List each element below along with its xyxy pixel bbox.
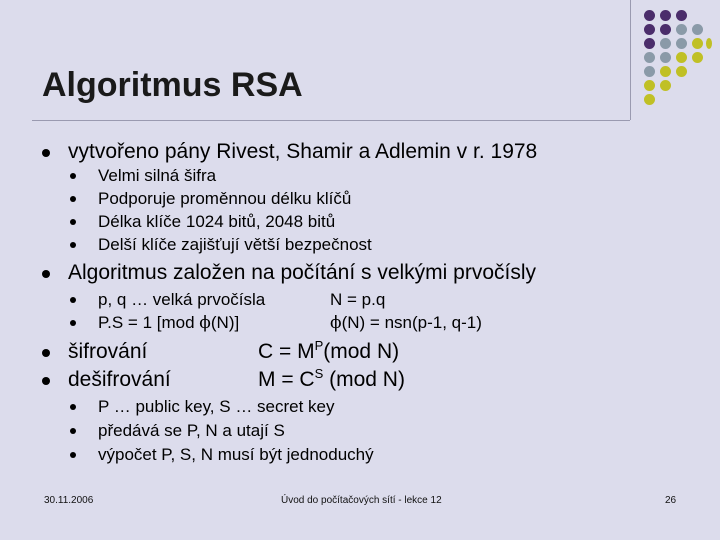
bullet-text: Velmi silná šifra [98, 166, 217, 185]
bullet-icon [42, 349, 50, 357]
bullet-icon [70, 173, 76, 179]
bullet-text: Delší klíče zajišťují větší bezpečnost [98, 235, 372, 254]
bullet-text: předává se P, N a utají S [98, 421, 285, 440]
dot [692, 38, 703, 49]
formula-text [330, 313, 482, 333]
bullet-icon [42, 377, 50, 385]
bullet-text: výpočet P, S, N musí být jednoduchý [98, 445, 374, 464]
dot [676, 24, 687, 35]
bullet-icon [70, 452, 76, 458]
bullet-text: Délka klíče 1024 bitů, 2048 bitů [98, 212, 336, 231]
vertical-divider [630, 0, 631, 120]
formula-text: N = p.q [330, 290, 386, 309]
dot [676, 10, 687, 21]
superscript: S [314, 366, 324, 381]
dot [660, 80, 671, 91]
text-part: P.S = 1 [mod [98, 313, 200, 332]
bullet-text: P … public key, S … secret key [98, 397, 335, 416]
dot [660, 24, 671, 35]
dot [676, 66, 687, 77]
dot [676, 52, 687, 63]
bullet-text: dešifrování [68, 368, 171, 391]
text-part: (mod N) [323, 340, 400, 363]
bullet-text: p, q … velká prvočísla [98, 290, 266, 309]
dot [644, 10, 655, 21]
title-divider [32, 120, 630, 121]
bullet-icon [42, 270, 50, 278]
dot [644, 52, 655, 63]
phi-symbol: ϕ [199, 313, 211, 333]
bullet-icon [70, 404, 76, 410]
dot [706, 38, 712, 49]
bullet-icon [70, 297, 76, 303]
bullet-text: Podporuje proměnnou délku klíčů [98, 189, 352, 208]
decorative-dot-grid [636, 10, 712, 104]
bullet-icon [70, 320, 76, 326]
dot [644, 80, 655, 91]
text-part: (N)] [210, 313, 240, 332]
bullet-text [98, 313, 239, 333]
dot [644, 24, 655, 35]
text-part: (N) = nsn(p-1, q-1) [341, 313, 482, 332]
dot [692, 52, 703, 63]
bullet-icon [42, 149, 50, 157]
bullet-text: vytvořeno pány Rivest, Shamir a Adlemin v r. 1978 [68, 140, 538, 163]
page-number: 26 [665, 495, 677, 506]
dot [660, 66, 671, 77]
formula-text [258, 368, 405, 392]
dot [644, 66, 655, 77]
dot [644, 94, 655, 105]
dot [692, 24, 703, 35]
text-part: C = M [258, 340, 315, 363]
dot [644, 38, 655, 49]
bullet-text: šifrování [68, 340, 148, 363]
dot [676, 38, 687, 49]
formula-text [258, 340, 399, 364]
phi-symbol: ϕ [330, 313, 342, 333]
superscript: P [314, 338, 324, 353]
footer-title: Úvod do počítačových sítí - lekce 12 [281, 495, 442, 506]
bullet-icon [70, 219, 76, 225]
text-part: (mod N) [323, 368, 405, 391]
dot [660, 38, 671, 49]
text-part: M = C [258, 368, 315, 391]
dot [660, 52, 671, 63]
bullet-text: Algoritmus založen na počítání s velkými prvočísly [68, 261, 537, 284]
bullet-icon [70, 242, 76, 248]
slide-title: Algoritmus RSA [42, 66, 303, 104]
bullet-icon [70, 196, 76, 202]
dot [660, 10, 671, 21]
bullet-icon [70, 428, 76, 434]
footer-date: 30.11.2006 [44, 495, 94, 506]
